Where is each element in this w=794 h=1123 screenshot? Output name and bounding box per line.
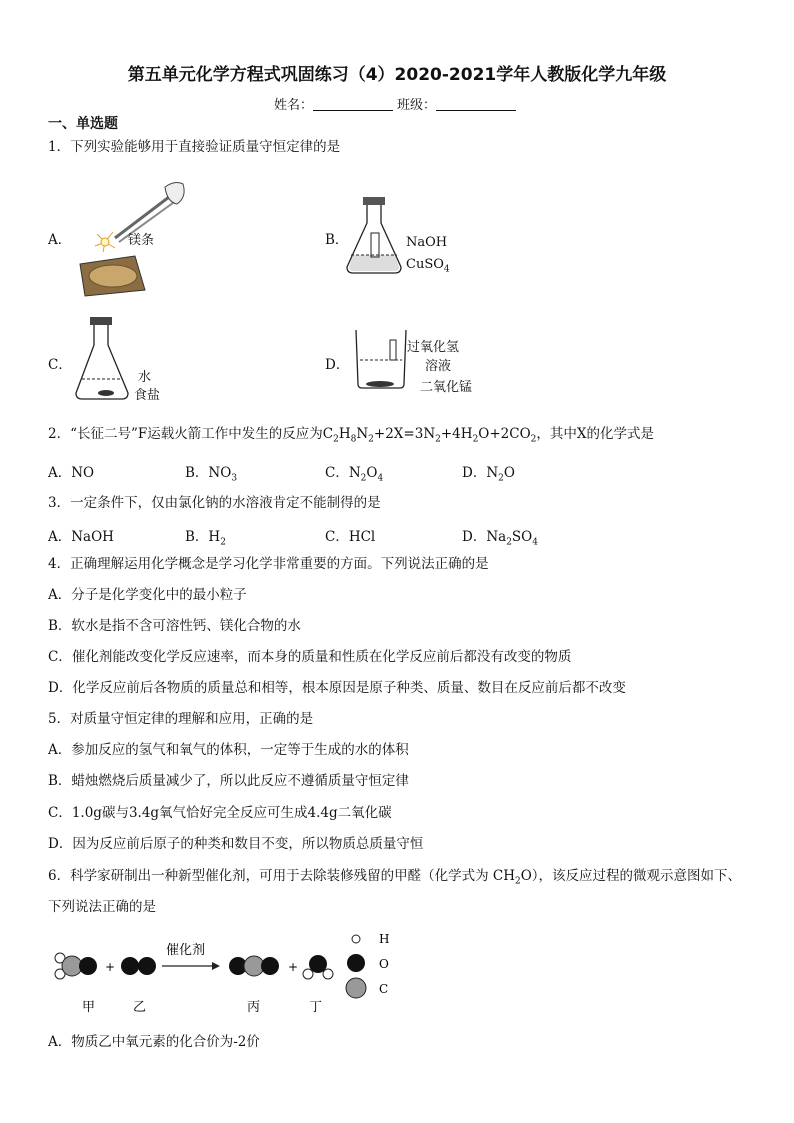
page-title: 第五单元化学方程式巩固练习（4）2020-2021学年人教版化学九年级 — [127, 65, 667, 85]
q1-c-tag-salt: 食盐 — [134, 388, 161, 403]
q1-b-tag-cuso4: CuSO$_4$ — [406, 257, 450, 275]
q2-stem: 2．“长征二号”F运载火箭工作中发生的反应为$C_2H_8N_2+2X=3N_2+4H_2O+2CO_2$，其中X的化学式是 — [48, 426, 655, 445]
q1-stem: 1．下列实验能够用于直接验证质量守恒定律的是 — [48, 139, 341, 155]
q3-option-c[interactable]: C．HCl — [325, 529, 376, 545]
q3-option-d[interactable]: D．$Na_2SO_4$ — [462, 529, 538, 548]
label-ding: 丁 — [309, 1000, 323, 1015]
beaker-hydrogen-peroxide — [352, 326, 414, 392]
q6-option-a[interactable]: A．物质乙中氧元素的化合价为-2价 — [48, 1034, 260, 1050]
molecule-bing — [229, 956, 279, 976]
q4-stem: 4．正确理解运用化学概念是学习化学非常重要的方面。下列说法正确的是 — [48, 556, 489, 572]
q1-b-tag-naoh: NaOH — [406, 235, 448, 250]
q5-option-b[interactable]: B．蜡烛燃烧后质量减少了，所以此反应不遵循质量守恒定律 — [48, 773, 409, 789]
q6-stem-line1: 6．科学家研制出一种新型催化剂，可用于去除装修残留的甲醛（化学式为 $CH_2O$），该反应过程的微观示意图如下、 — [48, 868, 742, 887]
class-blank[interactable] — [436, 110, 516, 111]
q1-d-tag-mno2: 二氧化锰 — [420, 380, 473, 395]
q1-d-tag-solution: 溶液 — [425, 359, 452, 374]
q1-c-tag-water: 水 — [138, 370, 152, 385]
q3-option-b[interactable]: B．$H_2$ — [185, 529, 226, 548]
q5-option-d[interactable]: D．因为反应前后原子的种类和数目不变，所以物质总质量守恒 — [48, 836, 424, 852]
section-heading: 一、单选题 — [48, 116, 118, 132]
q3-option-a[interactable]: A．NaOH — [48, 529, 114, 545]
q2-option-d[interactable]: D．$N_2O$ — [462, 465, 515, 484]
legend-c: C — [379, 982, 389, 996]
name-class-line — [0, 94, 794, 113]
molecule-ding — [303, 955, 333, 979]
molecule-jia — [55, 953, 97, 979]
name-label: 姓名： — [273, 98, 313, 113]
q5-option-a[interactable]: A．参加反应的氢气和氧气的体积，一定等于生成的水的体积 — [48, 742, 409, 758]
atom-legend — [346, 932, 389, 998]
q2-option-a[interactable]: A．NO — [48, 465, 95, 481]
label-jia: 甲 — [82, 1000, 96, 1015]
q1-option-c-label[interactable]: C． — [48, 357, 72, 373]
q4-option-c[interactable]: C．催化剂能改变化学反应速率，而本身的质量和性质在化学反应前后都没有改变的物质 — [48, 649, 572, 665]
q4-option-d[interactable]: D．化学反应前后各物质的质量总和相等，根本原因是原子种类、质量、数目在反应前后都不改变 — [48, 680, 626, 696]
q2-option-b[interactable]: B．$NO_3$ — [185, 465, 238, 484]
q6-stem-line2: 下列说法正确的是 — [48, 899, 156, 915]
legend-o: O — [379, 957, 389, 971]
molecule-yi — [121, 957, 156, 975]
q1-d-tag-peroxide: 过氧化氢 — [407, 340, 460, 355]
flask-water-salt — [72, 315, 134, 403]
q5-option-c[interactable]: C．1.0g碳与3.4g氧气恰好完全反应可生成4.4g二氧化碳 — [48, 805, 392, 821]
class-label: 班级： — [397, 98, 437, 113]
q6-reaction-diagram — [50, 928, 410, 1016]
q1-option-a-label[interactable]: A． — [48, 232, 72, 248]
name-blank[interactable] — [313, 110, 393, 111]
q4-option-b[interactable]: B．软水是指不含可溶性钙、镁化合物的水 — [48, 618, 301, 634]
plus-2: + — [288, 960, 299, 974]
q1-option-b-label[interactable]: B． — [325, 232, 349, 248]
erlenmeyer-flask-naoh-cuso4 — [343, 193, 413, 277]
label-yi: 乙 — [133, 1000, 147, 1015]
catalyst-label: 催化剂 — [166, 943, 206, 958]
q1-option-d-label[interactable]: D． — [325, 357, 350, 373]
q5-stem: 5．对质量守恒定律的理解和应用，正确的是 — [48, 711, 314, 727]
q2-option-c[interactable]: C．$N_2O_4$ — [325, 465, 384, 484]
q3-stem: 3．一定条件下，仅由氯化钠的水溶液肯定不能制得的是 — [48, 495, 381, 511]
q1-a-tag: 镁条 — [128, 233, 155, 248]
plus-1: + — [105, 960, 116, 974]
label-bing: 丙 — [247, 1000, 261, 1015]
legend-h: H — [379, 932, 390, 946]
q4-option-a[interactable]: A．分子是化学变化中的最小粒子 — [48, 587, 247, 603]
